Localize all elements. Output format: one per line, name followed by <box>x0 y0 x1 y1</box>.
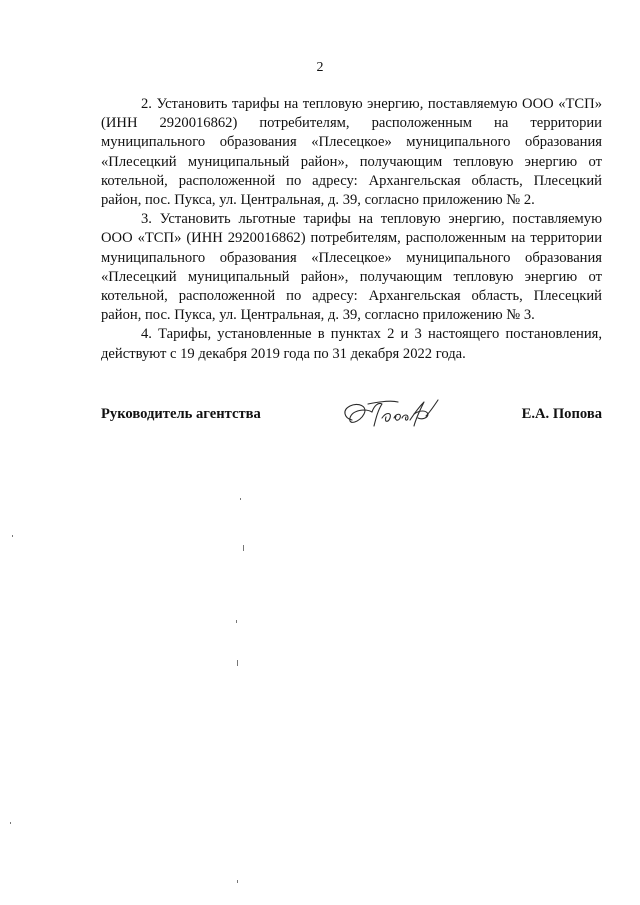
paragraph-3: 3. Установить льготные тарифы на тепловую энергию, поставляемую ООО «ТСП» (ИНН 2920016862) потребителям, расположенным на территории муниципального образования «Плесецкое» муниципального образования «Плесецкий муниципальный район», получающим тепловую энергию от котельной, расположенной по адресу: Архангельская область, Плесецкий район, пос. Пукса, ул. Центральная, д. 39, согласно приложению № 3. <box>101 211 602 324</box>
scan-speck <box>12 535 13 537</box>
document-body <box>101 95 602 364</box>
scan-speck <box>243 545 244 551</box>
signature-block <box>101 396 602 436</box>
page-number: 2 <box>316 60 324 75</box>
scan-speck <box>10 822 11 824</box>
signatory-title: Руководитель агентства <box>101 406 261 422</box>
handwritten-signature <box>338 396 448 434</box>
signatory-name: Е.А. Попова <box>521 406 602 422</box>
scan-speck <box>237 880 238 883</box>
scan-speck <box>236 620 237 623</box>
scan-speck <box>237 660 238 666</box>
scan-speck <box>240 498 241 500</box>
paragraph-2: 2. Установить тарифы на тепловую энергию, поставляемую ООО «ТСП» (ИНН 2920016862) потребителям, расположенным на территории муниципального образования «Плесецкое» муниципального образования «Плесецкий муниципальный район», получающим тепловую энергию от котельной, расположенной по адресу: Архангельская область, Плесецкий район, пос. Пукса, ул. Центральная, д. 39, согласно приложению № 2. <box>101 96 602 209</box>
paragraph-4: 4. Тарифы, установленные в пунктах 2 и 3 настоящего постановления, действуют с 19 декабря 2019 года по 31 декабря 2022 года. <box>101 326 602 362</box>
